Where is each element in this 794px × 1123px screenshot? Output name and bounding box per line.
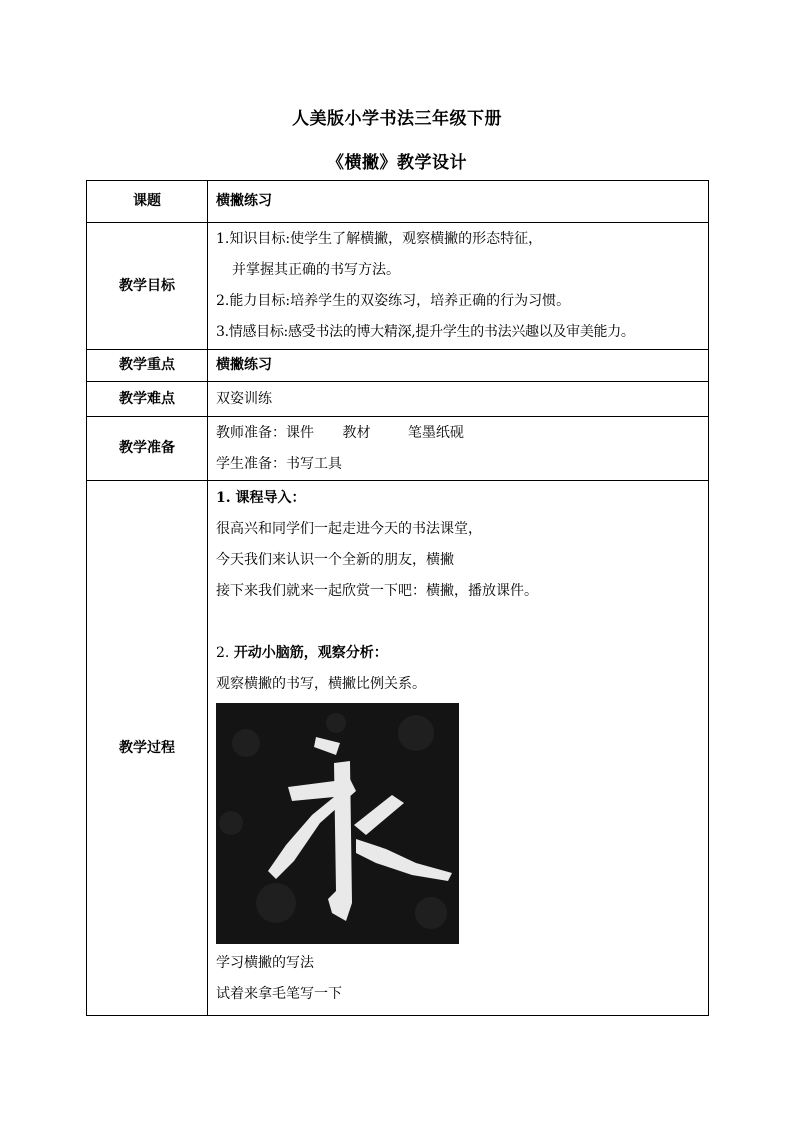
process-section2-title: 开动小脑筋，观察分析： (233, 645, 388, 661)
row-key-point (87, 350, 709, 382)
process-section1-line-1: 很高兴和同学们一起走进今天的书法课堂， (216, 521, 482, 537)
lesson-plan-table (86, 180, 709, 1016)
objective-line-1: 1.知识目标:使学生了解横撇，观察横撇的形态特征， (216, 231, 543, 247)
row-difficulty (87, 382, 709, 417)
process-section1-line-2: 今天我们来认识一个全新的朋友，横撇 (216, 552, 454, 568)
process-section1-title: 1. 课程导入： (216, 490, 306, 506)
process-blank-line (216, 607, 708, 638)
row-preparation (87, 417, 709, 481)
label-preparation: 教学准备 (87, 417, 208, 481)
row-objectives (87, 223, 709, 350)
process-section1-line-3: 接下来我们就来一起欣赏一下吧：横撇，播放课件。 (216, 583, 538, 599)
label-difficulty: 教学难点 (87, 382, 208, 417)
process-section2-number: 2. (216, 645, 230, 661)
process-section2-heading (216, 638, 708, 669)
document-title: 人美版小学书法三年级下册 (292, 109, 502, 129)
value-process (208, 481, 709, 1016)
teacher-prep-prefix: 教师准备：课件 (216, 424, 314, 441)
objective-line-4: 3.情感目标:感受书法的博大精深,提升学生的书法兴趣以及审美能力。 (216, 324, 635, 340)
objective-line-3: 2.能力目标:培养学生的双姿练习，培养正确的行为习惯。 (216, 293, 571, 309)
value-objectives (208, 223, 709, 350)
objective-line-2: 并掌握其正确的书写方法。 (232, 262, 400, 278)
process-section2-line: 观察横撇的书写，横撇比例关系。 (216, 676, 426, 692)
label-key-point: 教学重点 (87, 350, 208, 382)
teacher-prep-item3: 笔墨纸砚 (407, 424, 464, 441)
value-preparation (208, 417, 709, 481)
document-subtitle: 《横撇》教学设计 (327, 153, 467, 173)
process-after-image-line-2: 试着来拿毛笔写一下 (216, 986, 342, 1002)
label-topic: 课题 (87, 181, 208, 223)
student-preparation: 学生准备：书写工具 (216, 455, 342, 472)
value-key-point: 横撇练习 (208, 350, 709, 382)
label-objectives: 教学目标 (87, 223, 208, 350)
teacher-prep-item2: 教材 (342, 424, 371, 441)
process-after-image-line-1: 学习横撇的写法 (216, 955, 314, 971)
row-topic (87, 181, 709, 223)
row-process (87, 481, 709, 1016)
value-topic: 横撇练习 (208, 181, 709, 223)
value-difficulty: 双姿训练 (208, 382, 709, 417)
teacher-preparation (216, 418, 708, 449)
label-process: 教学过程 (87, 481, 208, 1016)
calligraphy-rubbing-image (216, 703, 459, 944)
